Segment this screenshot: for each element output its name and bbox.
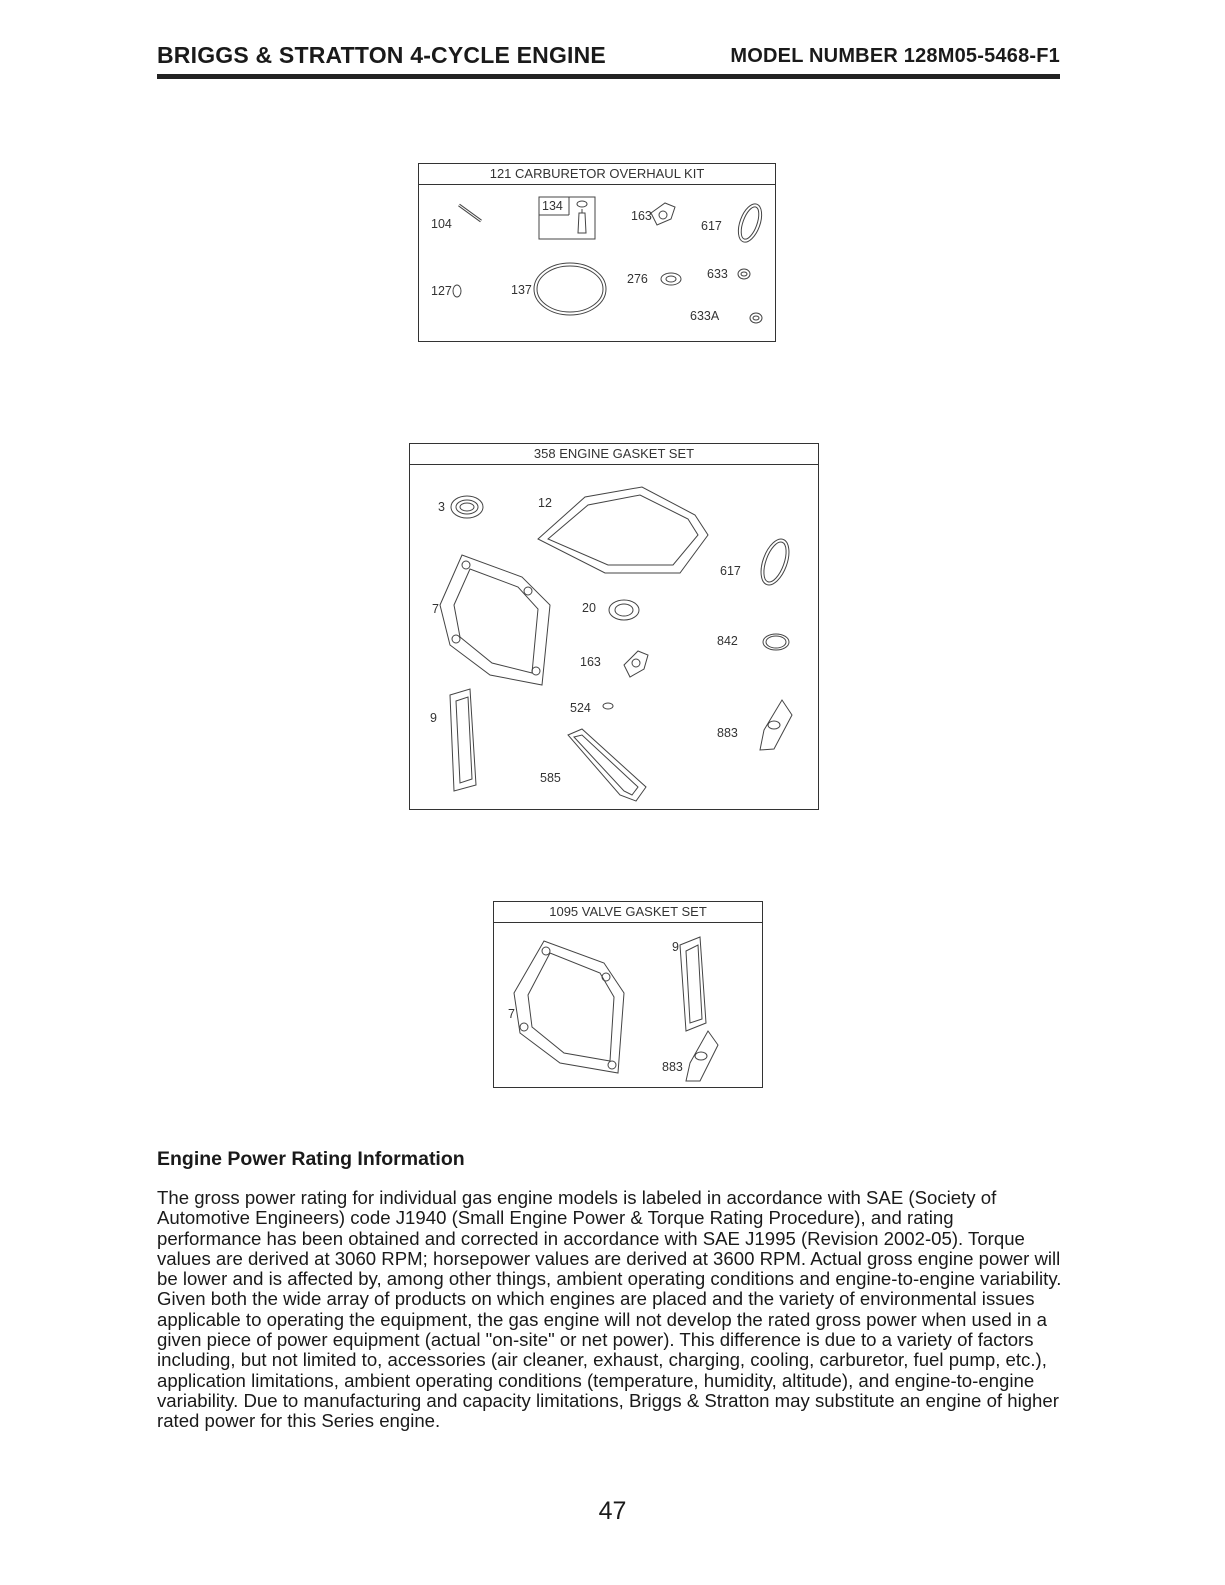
carburetor-kit-title: 121 CARBURETOR OVERHAUL KIT (419, 164, 775, 185)
part-label: 163 (631, 209, 652, 223)
header-title: BRIGGS & STRATTON 4-CYCLE ENGINE (157, 42, 606, 68)
part-label: 7 (432, 602, 439, 616)
part-label: 524 (570, 701, 591, 715)
part-label: 842 (717, 634, 738, 648)
part-label: 883 (662, 1060, 683, 1074)
engine-gasket-set-diagram (410, 465, 818, 808)
part-label: 104 (431, 217, 452, 231)
page-header (157, 40, 1060, 79)
part-label: 20 (582, 601, 596, 615)
part-label: 134 (542, 199, 563, 213)
part-label: 9 (430, 711, 437, 725)
part-label: 585 (540, 771, 561, 785)
part-label: 276 (627, 272, 648, 286)
section-body-text: The gross power rating for individual gas engine models is labeled in accordance with SAE (Society of Automotive Engineers) code J1940 (Small Engine Power & Torque Rating Procedure), and rating performance has been obtained and corrected in accordance with SAE J1995 (Revision 2002-05). Torque values are derived at 3060 RPM; horsepower values are derived at 3600 RPM. Actual gross engine power will be lower and is affected by, among other things, ambient operating conditions and engine-to-engine variability. Given both the wide array of products on which engines are placed and the variety of environmental issues applicable to operating the equipment, the gas engine will not develop the rated gross power when used in a given piece of power equipment (actual "on-site" or net power). This difference is due to a variety of factors including, but not limited to, accessories (air cleaner, exhaust, charging, cooling, carburetor, fuel pump, etc.), application limitations, ambient operating conditions (temperature, humidity, altitude), and engine-to-engine variability. Due to manufacturing and capacity limitations, Briggs & Stratton may substitute an engine of higher rated power for this Series engine. (157, 1187, 1062, 1432)
part-label: 127 (431, 284, 452, 298)
page-number: 47 (598, 1497, 627, 1525)
engine-gasket-set-panel (409, 443, 819, 810)
valve-gasket-set-panel (493, 901, 763, 1088)
part-label: 633A (690, 309, 720, 323)
header-model-number: MODEL NUMBER 128M05-5468-F1 (730, 45, 1060, 67)
carburetor-kit-diagram (419, 185, 775, 341)
part-label: 7 (508, 1007, 515, 1021)
valve-gasket-set-diagram (494, 923, 762, 1086)
part-label: 883 (717, 726, 738, 740)
carburetor-kit-panel (418, 163, 776, 342)
part-label: 12 (538, 496, 552, 510)
part-label: 617 (701, 219, 722, 233)
part-label: 3 (438, 500, 445, 514)
section-heading: Engine Power Rating Information (157, 1148, 465, 1170)
part-label: 617 (720, 564, 741, 578)
part-label: 137 (511, 283, 532, 297)
part-label: 163 (580, 655, 601, 669)
part-label: 9 (672, 940, 679, 954)
part-label: 633 (707, 267, 728, 281)
valve-gasket-set-title: 1095 VALVE GASKET SET (494, 902, 762, 923)
engine-gasket-set-title: 358 ENGINE GASKET SET (410, 444, 818, 465)
